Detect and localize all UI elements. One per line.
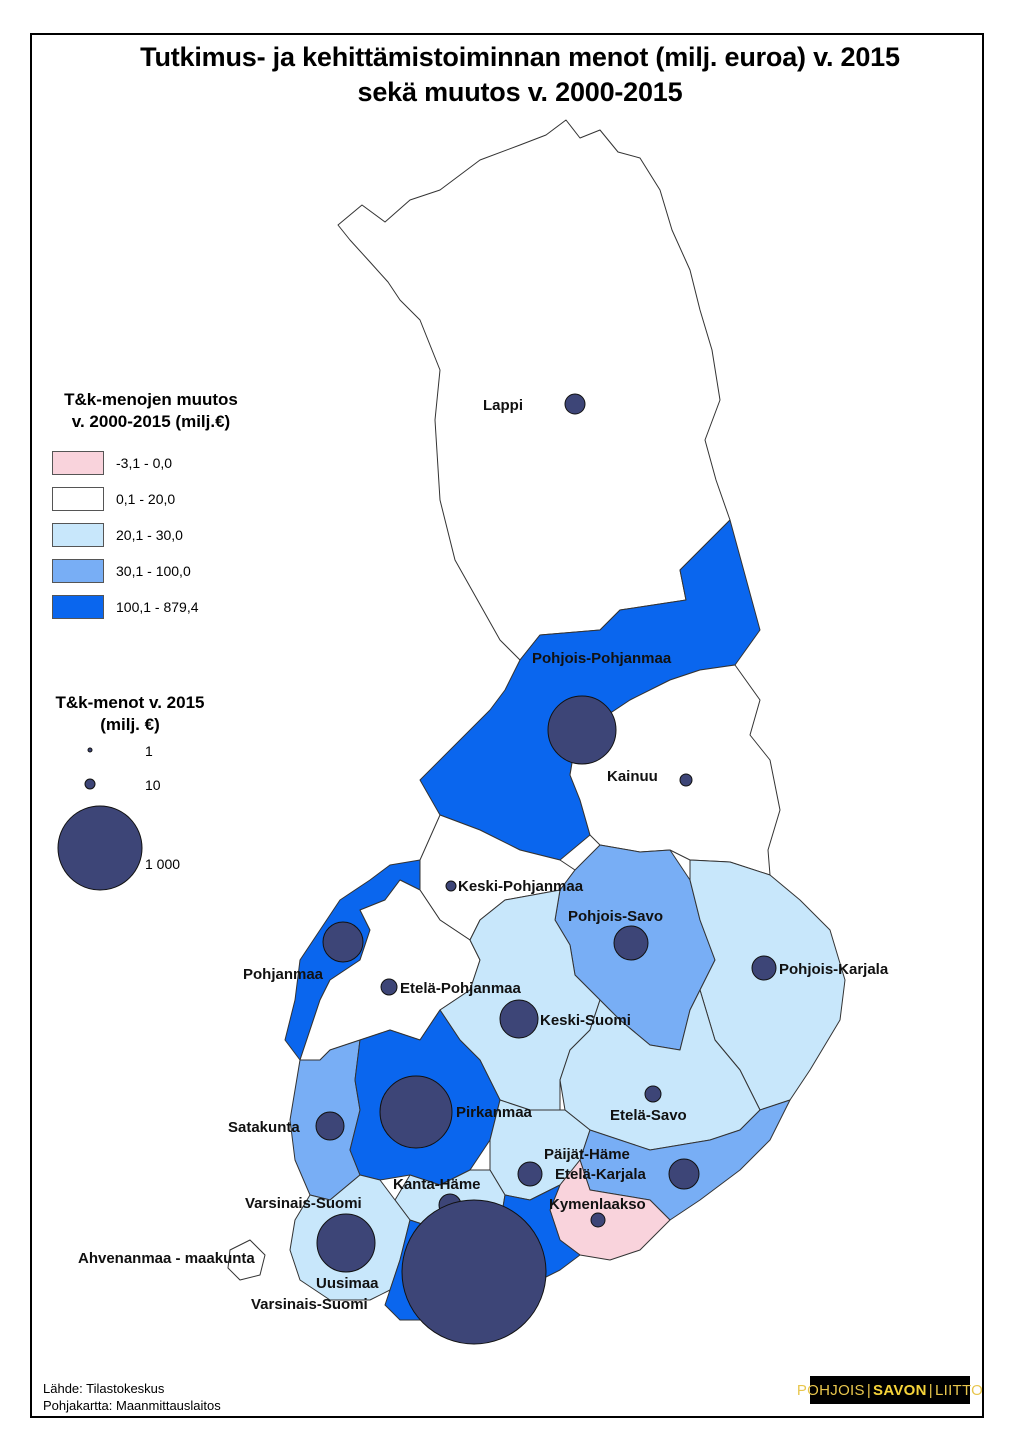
legend-size-label-1000: 1 000 <box>145 856 181 872</box>
label-pirkanmaa: Pirkanmaa <box>456 1104 532 1121</box>
legend-label: -3,1 - 0,0 <box>116 455 173 471</box>
label-pohjois-karjala: Pohjois-Karjala <box>779 961 889 978</box>
legend-swatch <box>52 595 104 619</box>
label-pohjois-savo: Pohjois-Savo <box>568 908 664 925</box>
legend-size-symbol-10 <box>85 779 95 789</box>
logo-part3: LIITTO <box>934 1381 984 1399</box>
legend-change-title-line2: v. 2000-2015 (milj.€) <box>71 412 231 431</box>
legend-size-label-1: 1 <box>145 743 153 759</box>
source-line1: Lähde: Tilastokeskus <box>43 1381 165 1396</box>
symbol-etela-savo <box>645 1086 661 1102</box>
region-lappi[interactable] <box>338 120 730 660</box>
label-varsinais-suomi: Varsinais-Suomi <box>245 1195 362 1212</box>
symbol-etela-karjala <box>669 1159 699 1189</box>
label-kainuu: Kainuu <box>607 768 658 785</box>
legend-label: 100,1 - 879,4 <box>116 599 199 615</box>
symbol-keski-suomi <box>500 1000 538 1038</box>
symbol-paijat-hame <box>518 1162 542 1186</box>
label-etela-pohjanmaa: Etelä-Pohjanmaa <box>400 980 521 997</box>
symbol-pohjois-pohjanmaa <box>548 696 616 764</box>
symbol-uusimaa <box>402 1200 546 1344</box>
symbol-pirkanmaa <box>380 1076 452 1148</box>
source-note <box>43 1380 221 1414</box>
symbol-keski-pohjanmaa <box>446 881 456 891</box>
symbol-kymenlaakso <box>591 1213 605 1227</box>
legend-swatch <box>52 559 104 583</box>
label-pohjanmaa: Pohjanmaa <box>243 966 324 983</box>
label-ahvenanmaa: Ahvenanmaa - maakunta <box>78 1250 255 1267</box>
legend-label: 0,1 - 20,0 <box>116 491 176 507</box>
pohjois-savon-liitto-logo: POHJOIS | SAVON | LIITTO <box>810 1376 970 1404</box>
label-kanta-hame: Kanta-Häme <box>393 1176 481 1193</box>
symbol-pohjois-karjala <box>752 956 776 980</box>
logo-part2: SAVON <box>873 1381 927 1399</box>
legend-change-title-line1: T&k-menojen muutos <box>64 390 238 409</box>
label-etela-savo: Etelä-Savo <box>610 1107 687 1124</box>
label-uusimaa: Uusimaa <box>316 1275 379 1292</box>
label-paijat-hame: Päijät-Häme <box>544 1146 630 1163</box>
logo-part1: POHJOIS <box>796 1381 865 1399</box>
label-etela-karjala: Etelä-Karjala <box>555 1166 646 1183</box>
legend-size-label-10: 10 <box>145 777 161 793</box>
legend-swatch <box>52 523 104 547</box>
legend-change-title <box>44 389 258 433</box>
legend-size-title-line1: T&k-menot v. 2015 <box>55 693 205 712</box>
symbol-lappi <box>565 394 585 414</box>
legend-swatch <box>52 487 104 511</box>
symbol-varsinais-suomi <box>317 1214 375 1272</box>
label-satakunta: Satakunta <box>228 1119 300 1136</box>
label-kymenlaakso: Kymenlaakso <box>549 1196 646 1213</box>
symbol-pohjanmaa <box>323 922 363 962</box>
legend-label: 30,1 - 100,0 <box>116 563 191 579</box>
legend-label: 20,1 - 30,0 <box>116 527 183 543</box>
label-keski-pohjanmaa: Keski-Pohjanmaa <box>458 878 584 895</box>
label-pohjois-pohjanmaa: Pohjois-Pohjanmaa <box>532 650 672 667</box>
label-keski-suomi: Keski-Suomi <box>540 1012 631 1029</box>
symbol-kainuu <box>680 774 692 786</box>
label-varsinais-suomi-2: Varsinais-Suomi <box>251 1296 368 1313</box>
legend-size-symbol-1000 <box>58 806 142 890</box>
symbol-etela-pohjanmaa <box>381 979 397 995</box>
symbol-pohjois-savo <box>614 926 648 960</box>
map-title-line1: Tutkimus- ja kehittämistoiminnan menot (milj. euroa) v. 2015 <box>140 42 900 72</box>
label-lappi: Lappi <box>483 397 523 414</box>
source-line2: Pohjakartta: Maanmittauslaitos <box>43 1398 221 1413</box>
map-title-line2: sekä muutos v. 2000-2015 <box>357 77 683 107</box>
legend-size-title <box>40 692 220 736</box>
legend-size-symbol-1 <box>88 748 92 752</box>
symbol-satakunta <box>316 1112 344 1140</box>
legend-swatch <box>52 451 104 475</box>
legend-size-title-line2: (milj. €) <box>100 715 160 734</box>
